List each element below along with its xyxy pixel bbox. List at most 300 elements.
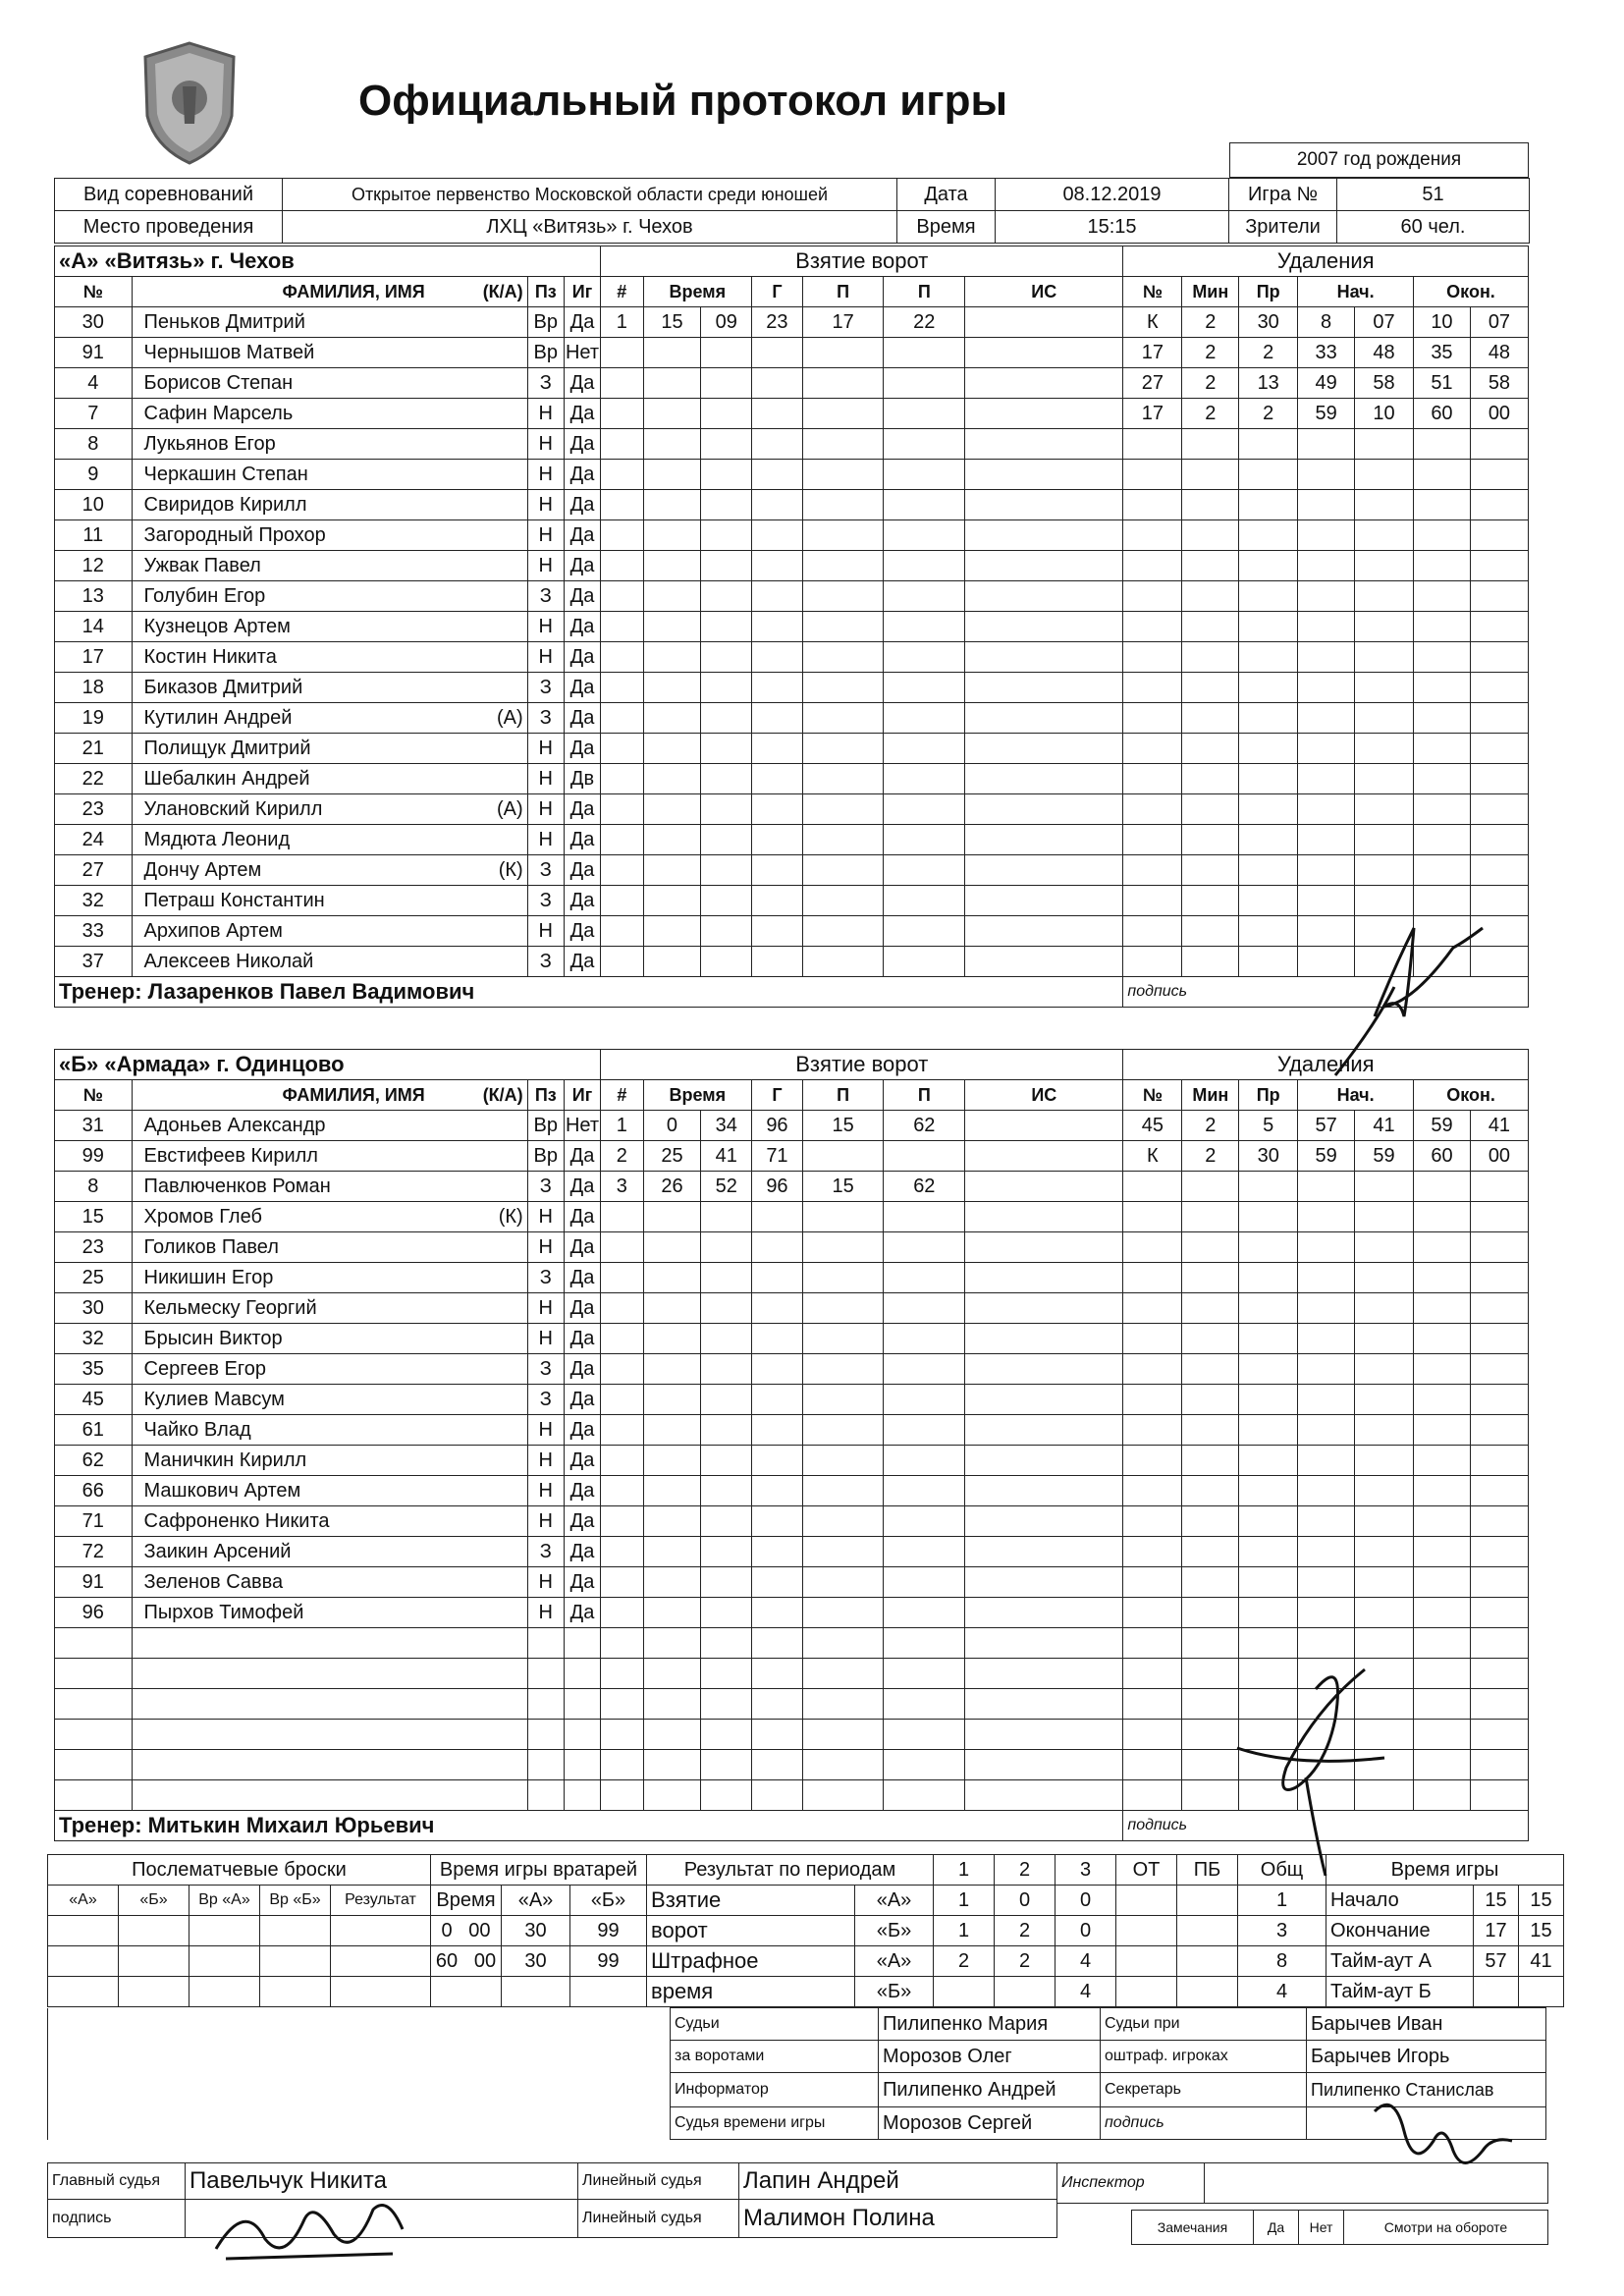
player-row [55, 1415, 1529, 1446]
penalty-player [1123, 1354, 1182, 1385]
goal-second [701, 916, 752, 947]
penalty-minutes [1182, 794, 1239, 825]
goal-scorer [752, 1263, 803, 1293]
player-position: Н [527, 825, 564, 855]
penalty-end-min [1414, 1720, 1471, 1750]
penalty-player [1123, 825, 1182, 855]
player-number: 4 [55, 368, 133, 399]
goal-assist-1 [802, 1141, 884, 1172]
goal-scorer [752, 1506, 803, 1537]
goal-second [701, 855, 752, 886]
penalty-end-sec: 00 [1470, 1141, 1528, 1172]
penalty-judge-1: Барычев Иван [1307, 2008, 1546, 2041]
penalty-minutes [1182, 947, 1239, 977]
player-name-text: Улановский Кирилл [143, 798, 323, 820]
goals-b-ot [1116, 1916, 1177, 1946]
goal-assist-1 [802, 1385, 884, 1415]
goal-number [601, 734, 643, 764]
player-played: Да [564, 1567, 600, 1598]
player-row [55, 734, 1529, 764]
coach-name: Тренер: Лазаренков Павел Вадимович [55, 977, 1123, 1008]
penalty-end-min [1414, 1415, 1471, 1446]
penalty-end-min [1414, 520, 1471, 551]
penalty-end-min [1414, 734, 1471, 764]
goal-assist-1 [802, 916, 884, 947]
penalty-minutes [1182, 1415, 1239, 1446]
col-num: № [55, 277, 133, 307]
goal-minute [643, 855, 701, 886]
penalty-end-sec: 58 [1470, 368, 1528, 399]
goal-minute [643, 338, 701, 368]
goal-number [601, 1628, 643, 1659]
penalty-judges-label: Судьи при [1101, 2008, 1307, 2041]
penalty-reason [1239, 1354, 1298, 1385]
player-number: 45 [55, 1385, 133, 1415]
player-played: Да [564, 1141, 600, 1172]
player-name-text: Кутилин Андрей [143, 707, 293, 729]
penalty-end-sec: 07 [1470, 307, 1528, 338]
penalty-start-min [1298, 581, 1355, 612]
penalty-player [1123, 642, 1182, 673]
goal-scorer: 23 [752, 307, 803, 338]
penalty-end-sec [1470, 612, 1528, 642]
penalty-minutes [1182, 1293, 1239, 1324]
penalty-start-sec [1355, 520, 1414, 551]
player-row [55, 1446, 1529, 1476]
player-name [132, 734, 527, 764]
goal-minute [643, 642, 701, 673]
goal-second [701, 612, 752, 642]
player-row [55, 1567, 1529, 1598]
player-role: (К) [498, 859, 523, 881]
player-name [132, 1537, 527, 1567]
goal-second [701, 1263, 752, 1293]
goal-scorer [752, 1598, 803, 1628]
goal-judges-label: Судьи [671, 2008, 879, 2041]
penalty-reason: 2 [1239, 399, 1298, 429]
penalty-player [1123, 1689, 1182, 1720]
goal-assist-1 [802, 703, 884, 734]
player-name [132, 1506, 527, 1537]
penalty-start-min [1298, 1354, 1355, 1385]
gk-col-time: Время [431, 1886, 502, 1916]
penalties-title: Удаления [1123, 1050, 1529, 1080]
penalty-player [1123, 855, 1182, 886]
pim-a-tag: «А» [855, 1946, 934, 1977]
player-position: Н [527, 764, 564, 794]
goal-assist-1 [802, 794, 884, 825]
player-name-text: Лукьянов Егор [143, 433, 276, 455]
goal-scorer [752, 399, 803, 429]
goal-assist-2 [884, 764, 965, 794]
player-row [55, 947, 1529, 977]
penalty-start-sec: 07 [1355, 307, 1414, 338]
player-name [132, 429, 527, 460]
penalty-minutes [1182, 886, 1239, 916]
player-number: 18 [55, 673, 133, 703]
player-played: Да [564, 429, 600, 460]
penalty-start-sec: 10 [1355, 399, 1414, 429]
end-minutes: 15 [1519, 1916, 1564, 1946]
gk-row-2-time: 60 00 [431, 1946, 502, 1977]
secretary-label: Секретарь [1101, 2073, 1307, 2107]
goal-assist-2 [884, 673, 965, 703]
player-name [132, 703, 527, 734]
goal-situation [965, 1111, 1123, 1141]
goal-assist-2 [884, 1567, 965, 1598]
goal-scorer [752, 612, 803, 642]
goal-situation [965, 1293, 1123, 1324]
goal-minute [643, 1476, 701, 1506]
player-position: Н [527, 1567, 564, 1598]
gk-row-1-a: 30 [502, 1916, 570, 1946]
player-position: Н [527, 734, 564, 764]
penalty-start-min [1298, 1598, 1355, 1628]
goal-number [601, 368, 643, 399]
goal-second [701, 703, 752, 734]
penalty-reason [1239, 612, 1298, 642]
goal-second [701, 1385, 752, 1415]
goal-assist-1 [802, 1232, 884, 1263]
goal-number [601, 551, 643, 581]
player-number [55, 1750, 133, 1780]
goal-situation [965, 1324, 1123, 1354]
player-name-text: Биказов Дмитрий [143, 677, 303, 698]
penalty-start-min [1298, 764, 1355, 794]
penalty-minutes [1182, 581, 1239, 612]
player-played [564, 1659, 600, 1689]
goal-assist-1: 15 [802, 1172, 884, 1202]
player-row [55, 673, 1529, 703]
player-position: Н [527, 916, 564, 947]
timekeeper: Морозов Сергей [879, 2107, 1101, 2140]
goal-minute [643, 703, 701, 734]
goal-assist-2 [884, 1659, 965, 1689]
player-row [55, 368, 1529, 399]
player-row [55, 703, 1529, 734]
goal-assist-1 [802, 947, 884, 977]
goal-scorer [752, 734, 803, 764]
goal-number [601, 1750, 643, 1780]
player-name-text: Загородный Прохор [143, 524, 326, 546]
player-name [132, 1567, 527, 1598]
goal-assist-1 [802, 399, 884, 429]
player-name [132, 399, 527, 429]
gk-col-a: «А» [502, 1886, 570, 1916]
penalty-end-min [1414, 673, 1471, 703]
goals-a-p3: 0 [1056, 1886, 1116, 1916]
penalty-player [1123, 429, 1182, 460]
goal-second [701, 1476, 752, 1506]
penalty-minutes: 2 [1182, 368, 1239, 399]
player-played [564, 1780, 600, 1811]
penalty-start-sec [1355, 1202, 1414, 1232]
goal-scorer [752, 429, 803, 460]
penalty-player [1123, 734, 1182, 764]
penalty-end-sec [1470, 1537, 1528, 1567]
player-row [55, 1141, 1529, 1172]
goal-assist-2: 22 [884, 307, 965, 338]
pim-a-p3: 4 [1056, 1946, 1116, 1977]
goal-scorer [752, 1659, 803, 1689]
player-played: Да [564, 1202, 600, 1232]
player-position: Н [527, 429, 564, 460]
penalty-start-min [1298, 1263, 1355, 1293]
penalty-minutes [1182, 1598, 1239, 1628]
goals-a-so [1177, 1886, 1238, 1916]
goal-assist-1 [802, 429, 884, 460]
player-name [132, 1172, 527, 1202]
secretary-sign-label: подпись [1101, 2107, 1307, 2140]
penalty-minutes [1182, 1537, 1239, 1567]
goals-a-tag: «А» [855, 1886, 934, 1916]
player-position: З [527, 581, 564, 612]
goal-number [601, 490, 643, 520]
penalty-minutes [1182, 1172, 1239, 1202]
col-pen-start: Нач. [1298, 1080, 1414, 1111]
goal-assist-2 [884, 855, 965, 886]
goal-assist-1 [802, 1750, 884, 1780]
goal-situation [965, 551, 1123, 581]
penalty-end-sec [1470, 1293, 1528, 1324]
penalty-end-sec: 41 [1470, 1111, 1528, 1141]
player-number: 8 [55, 429, 133, 460]
penalty-start-sec [1355, 1598, 1414, 1628]
goal-second [701, 1354, 752, 1385]
player-position: Н [527, 1598, 564, 1628]
penalty-minutes [1182, 1385, 1239, 1415]
goal-minute [643, 1232, 701, 1263]
goal-scorer [752, 1750, 803, 1780]
penalty-start-sec [1355, 1172, 1414, 1202]
federation-logo [135, 39, 244, 167]
penalty-player: К [1123, 307, 1182, 338]
penalty-reason [1239, 794, 1298, 825]
penalty-end-sec [1470, 1750, 1528, 1780]
player-name-text: Кельмеску Георгий [143, 1297, 317, 1319]
goal-situation [965, 612, 1123, 642]
penalty-end-sec [1470, 642, 1528, 673]
player-position: Вр [527, 1111, 564, 1141]
penalty-reason: 5 [1239, 1111, 1298, 1141]
goal-assist-1 [802, 1628, 884, 1659]
penalty-start-min [1298, 1537, 1355, 1567]
penalty-start-min [1298, 794, 1355, 825]
penalty-end-sec [1470, 1263, 1528, 1293]
penalty-minutes [1182, 764, 1239, 794]
goal-second: 41 [701, 1141, 752, 1172]
col-goal-time: Время [643, 1080, 752, 1111]
penalty-player [1123, 1415, 1182, 1446]
goal-minute [643, 1415, 701, 1446]
time-label: Время [897, 211, 996, 244]
col-name-label: ФАМИЛИЯ, ИМЯ [282, 282, 425, 301]
player-number: 33 [55, 916, 133, 947]
goal-assist-2 [884, 612, 965, 642]
penalty-end-min [1414, 1446, 1471, 1476]
penalty-end-sec [1470, 1659, 1528, 1689]
goal-minute [643, 520, 701, 551]
col-assist-1: П [802, 1080, 884, 1111]
player-name-text: Борисов Степан [143, 372, 294, 394]
penalty-player: К [1123, 1141, 1182, 1172]
goal-assist-2 [884, 1354, 965, 1385]
goal-number [601, 1659, 643, 1689]
goal-assist-1 [802, 1324, 884, 1354]
player-played: Да [564, 307, 600, 338]
penalty-minutes [1182, 490, 1239, 520]
col-name [132, 1080, 527, 1111]
goal-scorer: 71 [752, 1141, 803, 1172]
goal-situation [965, 1263, 1123, 1293]
team-name: «Б» «Армада» г. Одинцово [55, 1050, 601, 1080]
player-position [527, 1628, 564, 1659]
pim-b-tag: «Б» [855, 1977, 934, 2007]
goal-assist-2 [884, 1780, 965, 1811]
goal-second [701, 1506, 752, 1537]
goal-situation [965, 1415, 1123, 1446]
venue-label: Место проведения [55, 211, 283, 244]
goal-second [701, 1689, 752, 1720]
player-number [55, 1659, 133, 1689]
informer-label: Информатор [671, 2073, 879, 2107]
penalty-player [1123, 1750, 1182, 1780]
goal-situation [965, 1354, 1123, 1385]
player-position: З [527, 1385, 564, 1415]
goal-assist-2: 62 [884, 1172, 965, 1202]
goals-a-ot [1116, 1886, 1177, 1916]
penalty-player [1123, 916, 1182, 947]
goal-scorer [752, 947, 803, 977]
goal-situation [965, 460, 1123, 490]
penalty-start-sec [1355, 1232, 1414, 1263]
penalty-reason [1239, 490, 1298, 520]
player-name-text: Петраш Константин [143, 890, 325, 911]
shootout-col-a: «А» [48, 1886, 119, 1916]
player-name [132, 551, 527, 581]
col-pen-start: Нач. [1298, 277, 1414, 307]
penalty-end-min: 35 [1414, 338, 1471, 368]
team-name: «А» «Витязь» г. Чехов [55, 246, 601, 277]
penalty-end-min [1414, 1263, 1471, 1293]
penalty-start-sec [1355, 794, 1414, 825]
penalty-player [1123, 794, 1182, 825]
goal-assist-2 [884, 642, 965, 673]
player-name-text: Никишин Егор [143, 1267, 274, 1288]
penalty-start-sec [1355, 764, 1414, 794]
goal-number [601, 1689, 643, 1720]
remarks-no[interactable]: Нет [1299, 2211, 1344, 2245]
goal-number [601, 1324, 643, 1354]
goal-situation [965, 886, 1123, 916]
player-name [132, 794, 527, 825]
player-position: Н [527, 1506, 564, 1537]
player-row [55, 886, 1529, 916]
col-situation: ИС [965, 277, 1123, 307]
goal-scorer [752, 1202, 803, 1232]
timeout-b-label: Тайм-аут Б [1326, 1977, 1474, 2007]
col-pos: Пз [527, 1080, 564, 1111]
goal-situation [965, 734, 1123, 764]
player-name [132, 1689, 527, 1720]
penalty-end-sec [1470, 460, 1528, 490]
goal-assist-2 [884, 520, 965, 551]
penalty-player [1123, 520, 1182, 551]
goal-minute [643, 1324, 701, 1354]
player-name [132, 886, 527, 916]
shootout-col-result: Результат [331, 1886, 431, 1916]
goals-b-p2: 2 [995, 1916, 1056, 1946]
goal-number [601, 1202, 643, 1232]
goal-assist-1 [802, 886, 884, 916]
player-number: 23 [55, 794, 133, 825]
penalty-minutes [1182, 429, 1239, 460]
penalty-start-sec [1355, 703, 1414, 734]
player-name-text: Хромов Глеб [143, 1206, 262, 1228]
penalty-reason [1239, 642, 1298, 673]
goal-assist-2 [884, 1446, 965, 1476]
player-row [55, 399, 1529, 429]
penalty-player [1123, 1537, 1182, 1567]
goal-minute [643, 673, 701, 703]
date-label: Дата [897, 179, 996, 211]
penalty-reason [1239, 520, 1298, 551]
goal-judge-2: Морозов Олег [879, 2041, 1101, 2073]
goal-judges-label-2: за воротами [671, 2041, 879, 2073]
goal-second [701, 490, 752, 520]
goal-assist-1 [802, 368, 884, 399]
penalty-start-sec [1355, 642, 1414, 673]
goal-second [701, 764, 752, 794]
goal-scorer [752, 825, 803, 855]
linesman-1: Лапин Андрей [739, 2163, 1057, 2200]
penalty-start-sec: 48 [1355, 338, 1414, 368]
goal-situation [965, 1202, 1123, 1232]
penalty-start-min [1298, 551, 1355, 581]
penalty-end-min [1414, 490, 1471, 520]
player-position: Вр [527, 307, 564, 338]
goal-number: 1 [601, 1111, 643, 1141]
penalty-player [1123, 1780, 1182, 1811]
goal-number: 3 [601, 1172, 643, 1202]
goal-judge-1: Пилипенко Мария [879, 2008, 1101, 2041]
penalty-minutes [1182, 855, 1239, 886]
penalty-start-min [1298, 1446, 1355, 1476]
player-row [55, 1506, 1529, 1537]
penalty-end-min [1414, 855, 1471, 886]
goal-number [601, 1263, 643, 1293]
goal-situation [965, 1232, 1123, 1263]
goal-minute [643, 460, 701, 490]
goal-scorer [752, 1293, 803, 1324]
goals-b-so [1177, 1916, 1238, 1946]
coach-sign-label: подпись [1123, 977, 1529, 1008]
pim-a-p2: 2 [995, 1946, 1056, 1977]
penalty-start-min [1298, 490, 1355, 520]
penalty-minutes [1182, 642, 1239, 673]
player-number: 14 [55, 612, 133, 642]
penalty-minutes [1182, 551, 1239, 581]
goal-assist-2 [884, 1598, 965, 1628]
chief-sign-label: подпись [48, 2200, 186, 2238]
goal-second [701, 338, 752, 368]
player-position: З [527, 1263, 564, 1293]
goals-a-total: 1 [1238, 1886, 1326, 1916]
penalty-player [1123, 460, 1182, 490]
goal-assist-1 [802, 1446, 884, 1476]
remarks-yes[interactable]: Да [1254, 2211, 1299, 2245]
penalty-minutes [1182, 520, 1239, 551]
